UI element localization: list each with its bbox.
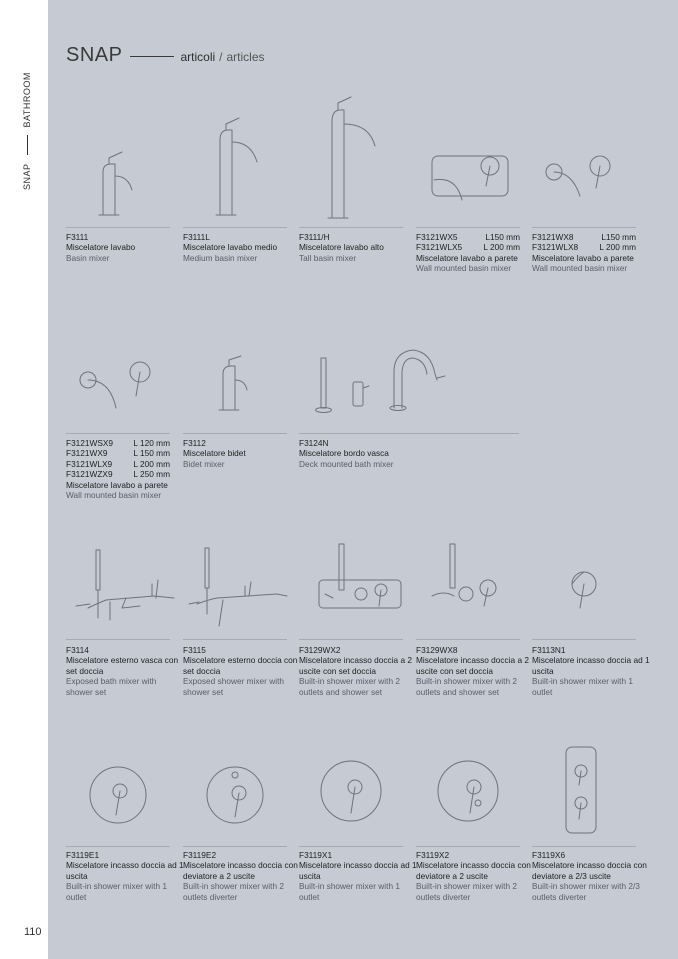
faucet-illustration (416, 100, 520, 226)
page-title (66, 44, 265, 70)
divider (532, 227, 636, 228)
description-italian: Miscelatore lavabo a parete (66, 479, 168, 490)
divider (66, 639, 170, 640)
category-label: BATHROOM (22, 72, 32, 128)
faucet-illustration (183, 100, 287, 226)
product-drawing (66, 745, 170, 845)
product-drawing (183, 100, 287, 226)
faucet-illustration (66, 340, 170, 432)
product-size: L 250 mm (133, 469, 170, 480)
product-caption (532, 850, 650, 902)
faucet-illustration (66, 745, 170, 845)
divider (532, 639, 636, 640)
product-code: F3121WZX9 (66, 469, 113, 480)
product-drawing (299, 340, 403, 432)
description-english: Deck mounted bath mixer (299, 458, 394, 469)
description-english: Built-in shower mixer with 1 outlet (299, 881, 400, 902)
product-code-line (66, 459, 170, 469)
description-italian: Miscelatore incasso doccia ad 1 uscita (532, 655, 650, 676)
product-code: F3112 (183, 438, 206, 448)
divider (66, 846, 170, 847)
product-drawing (66, 340, 170, 432)
description-english: Built-in shower mixer with 2 outlets diverter (416, 881, 517, 902)
product-code-line (532, 242, 636, 252)
product-caption (532, 232, 650, 274)
product-caption (183, 232, 301, 263)
divider (183, 846, 287, 847)
faucet-illustration (299, 100, 403, 226)
product-code: F3129WX8 (416, 645, 458, 655)
description-italian: Miscelatore lavabo a parete (532, 252, 634, 263)
product-drawing (183, 340, 287, 432)
product-drawing (66, 540, 170, 638)
description-italian: Miscelatore incasso doccia a 2 uscite con set doccia (299, 655, 412, 676)
description-english: Built-in shower mixer with 2 outlets and shower set (299, 676, 400, 697)
title-italian: articoli (180, 50, 216, 64)
product-caption (183, 645, 301, 697)
faucet-illustration (66, 100, 170, 226)
description-english: Exposed shower mixer with shower set (183, 676, 284, 697)
product-caption (299, 850, 417, 902)
product-drawing (532, 540, 636, 638)
product-code: F3121WX5 (416, 232, 458, 242)
description-italian: Miscelatore bordo vasca (299, 448, 389, 459)
divider (532, 846, 636, 847)
product-code: F3119X1 (299, 850, 333, 860)
product-code: F3119X6 (532, 850, 566, 860)
product-drawing (532, 745, 636, 845)
faucet-illustration (532, 540, 636, 638)
product-drawing (183, 745, 287, 845)
description-english: Built-in shower mixer with 2/3 outlets diverter (532, 881, 640, 902)
description-english: Built-in shower mixer with 2 outlets and shower set (416, 676, 517, 697)
product-code-line (66, 438, 170, 448)
product-code: F3121WX9 (66, 448, 108, 459)
description-italian: Miscelatore lavabo a parete (416, 252, 518, 263)
faucet-illustration (416, 745, 520, 845)
product-drawing (416, 540, 520, 638)
collection-label: SNAP (22, 163, 32, 190)
product-caption (299, 645, 417, 697)
description-italian: Miscelatore lavabo (66, 242, 136, 253)
faucet-illustration (66, 540, 170, 638)
title-rule (130, 56, 174, 57)
product-code: F3111 (66, 232, 89, 242)
title-english: articles (226, 50, 265, 64)
faucet-illustration (416, 540, 520, 638)
product-code: F3121WX8 (532, 232, 574, 242)
product-code: F3121WLX5 (416, 242, 463, 253)
product-size: L 200 mm (599, 242, 636, 253)
product-code: F3119E1 (66, 850, 100, 860)
product-code: F3124N (299, 438, 329, 448)
description-italian: Miscelatore esterno vasca con set doccia (66, 655, 179, 676)
product-code: F3119X2 (416, 850, 450, 860)
divider (299, 433, 519, 434)
product-drawing (532, 100, 636, 226)
description-english: Bidet mixer (183, 458, 225, 469)
faucet-illustration (299, 340, 403, 432)
product-caption (299, 438, 417, 469)
content-panel (48, 0, 678, 959)
sidebar (0, 0, 48, 959)
description-english: Exposed bath mixer with shower set (66, 676, 157, 697)
product-size: L150 mm (601, 232, 636, 242)
description-italian: Miscelatore incasso doccia ad 1 uscita (66, 860, 184, 881)
description-english: Medium basin mixer (183, 252, 258, 263)
divider (183, 639, 287, 640)
product-code: F3115 (183, 645, 206, 655)
product-size: L 200 mm (483, 242, 520, 253)
product-code: F3113N1 (532, 645, 566, 655)
divider (299, 227, 403, 228)
divider (299, 639, 403, 640)
description-italian: Miscelatore incasso doccia con deviatore a 2/3 uscite (532, 860, 647, 881)
product-code: F3111/H (299, 232, 330, 242)
description-italian: Miscelatore lavabo alto (299, 242, 384, 253)
vertical-section-label (10, 45, 34, 195)
divider (66, 227, 170, 228)
product-code: F3114 (66, 645, 89, 655)
product-code-line (66, 469, 170, 479)
product-code-line (66, 448, 170, 458)
product-code: F3119E2 (183, 850, 217, 860)
product-code: F3111L (183, 232, 210, 242)
product-drawing (66, 100, 170, 226)
product-drawing (299, 540, 403, 638)
product-drawing (416, 745, 520, 845)
description-english: Built-in shower mixer with 1 outlet (532, 676, 633, 697)
description-italian: Miscelatore incasso doccia con deviatore a 2 uscite (416, 860, 531, 881)
product-caption (416, 850, 534, 902)
description-english: Built-in shower mixer with 1 outlet (66, 881, 167, 902)
product-drawing (183, 540, 287, 638)
faucet-illustration (183, 540, 287, 638)
product-caption (183, 850, 301, 902)
product-caption (416, 645, 534, 697)
product-code: F3121WSX9 (66, 438, 114, 448)
product-code: F3121WLX8 (532, 242, 579, 253)
divider (66, 433, 170, 434)
product-code-line (532, 232, 636, 242)
faucet-illustration (299, 745, 403, 845)
description-english: Wall mounted basin mixer (416, 263, 512, 274)
product-code: F3121WLX9 (66, 458, 113, 469)
description-italian: Miscelatore incasso doccia ad 1 uscita (299, 860, 417, 881)
faucet-illustration (532, 745, 636, 845)
description-english: Wall mounted basin mixer (532, 263, 628, 274)
divider (183, 227, 287, 228)
faucet-illustration (532, 100, 636, 226)
divider (416, 227, 520, 228)
description-italian: Miscelatore incasso doccia con deviatore a 2 uscite (183, 860, 298, 881)
description-english: Tall basin mixer (299, 252, 357, 263)
product-caption (532, 645, 650, 697)
divider (183, 433, 287, 434)
product-size: L150 mm (485, 232, 520, 242)
product-code-line (416, 232, 520, 242)
product-caption (66, 232, 184, 263)
title-separator: / (219, 50, 223, 64)
faucet-illustration (183, 745, 287, 845)
separator-line (27, 135, 28, 155)
brand-title: SNAP (66, 44, 123, 66)
description-english: Basin mixer (66, 252, 110, 263)
faucet-illustration (183, 340, 287, 432)
description-english: Built-in shower mixer with 2 outlets diverter (183, 881, 284, 902)
product-caption (299, 232, 417, 263)
product-caption (66, 645, 184, 697)
product-caption (183, 438, 301, 469)
product-size: L 200 mm (133, 458, 170, 469)
divider (416, 639, 520, 640)
product-caption (66, 850, 184, 902)
product-caption (66, 438, 184, 500)
product-drawing (416, 100, 520, 226)
faucet-illustration (299, 540, 403, 638)
page-number: 110 (24, 926, 42, 938)
description-italian: Miscelatore lavabo medio (183, 242, 278, 253)
product-code: F3129WX2 (299, 645, 341, 655)
product-caption (416, 232, 534, 274)
product-size: L 150 mm (133, 448, 170, 459)
product-code-line (416, 242, 520, 252)
product-size: L 120 mm (133, 438, 170, 448)
divider (416, 846, 520, 847)
description-english: Wall mounted basin mixer (66, 490, 162, 501)
description-italian: Miscelatore bidet (183, 448, 246, 459)
description-italian: Miscelatore incasso doccia a 2 uscite con set doccia (416, 655, 529, 676)
product-drawing (299, 745, 403, 845)
product-drawing (299, 100, 403, 226)
description-italian: Miscelatore esterno doccia con set doccia (183, 655, 298, 676)
divider (299, 846, 403, 847)
